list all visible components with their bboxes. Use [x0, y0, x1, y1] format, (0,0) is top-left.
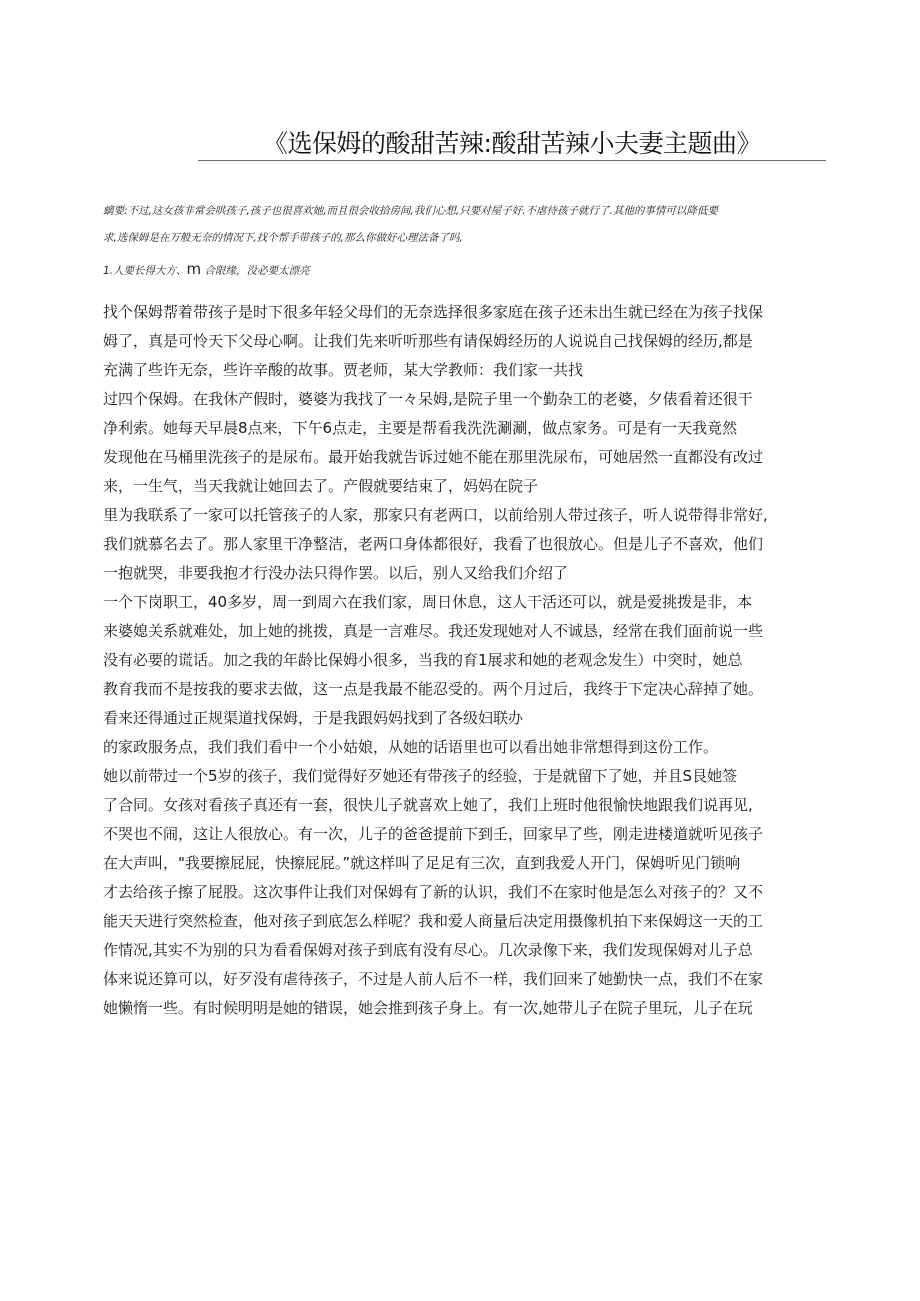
body-line: 体来说还算可以，好歹没有虐待孩子，不过是人前人后不一样，我们回来了她勤快一点，我们不在家	[103, 970, 764, 988]
body-line: 姆了，真是可怜天下父母心啊。让我们先来听听那些有请保姆经历的人说说自己找保姆的经历,都是	[103, 332, 753, 350]
body-line: 一抱就哭，非要我抱才行没办法只得作罢。以后，别人又给我们介绍了	[103, 564, 569, 582]
body-text	[103, 298, 843, 1023]
key-point	[103, 258, 310, 282]
body-line: 里为我联系了一家可以托管孩子的人家，那家只有老两口，以前给别人带过孩子，听人说带得非常好,	[103, 506, 768, 524]
body-line: 的家政服务点，我们我们看中一个小姑娘，从她的话语里也可以看出她非常想得到这份工作。	[103, 738, 719, 756]
body-line: 来，一生气，当天我就让她回去了。产假就要结束了，妈妈在院子	[103, 477, 539, 495]
body-line: 教育我而不是按我的要求去做，这一点是我最不能忍受的。两个月过后，我终于下定决心辞掉了她。	[103, 680, 764, 698]
body-line: 在大声叫，"我要擦屁屁，快擦屁屁。”就这样叫了足足有三次，直到我爱人开门，保姆听见门锁响	[103, 854, 741, 872]
body-line: 找个保姆帮着带孩子是时下很多年轻父母们的无奈选择很多家庭在孩子还未出生就已经在为孩子找保	[103, 303, 764, 321]
abstract	[103, 198, 827, 252]
body-line: 过四个保姆。在我休产假时，婆婆为我找了一々呆姆,是院子里一个勤杂工的老婆，夕俵看着还很干	[103, 390, 753, 408]
body-line: 她以前带过一个5岁的孩子，我们觉得好歹她还有带孩子的经验，于是就留下了她，并且S艮她签	[103, 767, 738, 785]
body-line: 不哭也不闹，这让人很放心。有一次，儿子的爸爸提前下到壬，回家早了些，刚走进楼道就听见孩子	[103, 825, 764, 843]
key-point-prefix: 1.人要长得大方、	[103, 265, 187, 277]
abstract-line: 螭要:不过,这女孩非常会哄孩子,孩子也很喜欢她,而且很会收拾房间,我们心想,只要对屋子好.不虐待孩子就行了.其他的事情可以降低要	[103, 205, 718, 217]
body-line: 看来还得通过正规渠道找保姆，于是我跟妈妈找到了各级妇联办	[103, 709, 524, 727]
key-point-suffix: 合限缘，没必要太漂亮	[201, 265, 310, 277]
document-title: 《选保姆的酸甜苦辣:酸甜苦辣小夫妻主题曲》	[263, 129, 761, 158]
body-line: 来婆媳关系就难处，加上她的挑拨，真是一言难尽。我还发现她对人不诚恳，经常在我们面前说一些	[103, 622, 764, 640]
body-line: 没有必要的谎话。加之我的年龄比保姆小很多，当我的育1展求和她的老观念发生）中突时，她总	[103, 651, 743, 669]
body-line: 了合同。女孩对看孩子真还有一套，很快儿子就喜欢上她了，我们上班时他很愉快地跟我们说再见,	[103, 796, 753, 814]
body-line: 能天天进行突然检查，他对孩子到底怎么样呢？我和爱人商量后决定用摄像机拍下来保姆这一天的工	[103, 912, 764, 930]
title-underline	[198, 160, 826, 161]
body-line: 她懒惰一些。有时候明明是她的错误，她会推到孩子身上。有一次,她带儿子在院子里玩，儿子在玩	[103, 999, 753, 1017]
body-line: 发现他在马桶里洗孩子的是尿布。最开始我就告诉过她不能在那里洗尿布，可她居然一直都没有改过	[103, 448, 764, 466]
abstract-line: 求,选保姆是在万般无奈的情况下,找个帮手带孩子的,那么你做好心理法备了吗,	[103, 232, 463, 244]
body-line: 才去给孩子擦了屁股。这次事件让我们对保姆有了新的认识，我们不在家时他是怎么对孩子的？又不	[103, 883, 764, 901]
key-point-m: m	[186, 260, 202, 278]
body-line: 净利索。她每天早晨8点来，下午6点走，主要是帮看我洗洗涮涮，做点家务。可是有一天我竟然	[103, 419, 738, 437]
body-line: 我们就慕名去了。那人家里干净整洁，老两口身体都很好，我看了也很放心。但是儿子不喜欢，他们	[103, 535, 764, 553]
body-line: 作情况,其实不为别的只为看看保姆对孩子到底有没有尽心。几次录像下来，我们发现保姆对儿子总	[103, 941, 753, 959]
body-line: 一个下岗职工，40多岁，周一到周六在我们家，周日休息，这人干活还可以，就是爱挑拨是非，本	[103, 593, 753, 611]
body-line: 充满了些许无奈，些许辛酸的故事。贾老师，某大学教师：我们家一共找	[103, 361, 584, 379]
